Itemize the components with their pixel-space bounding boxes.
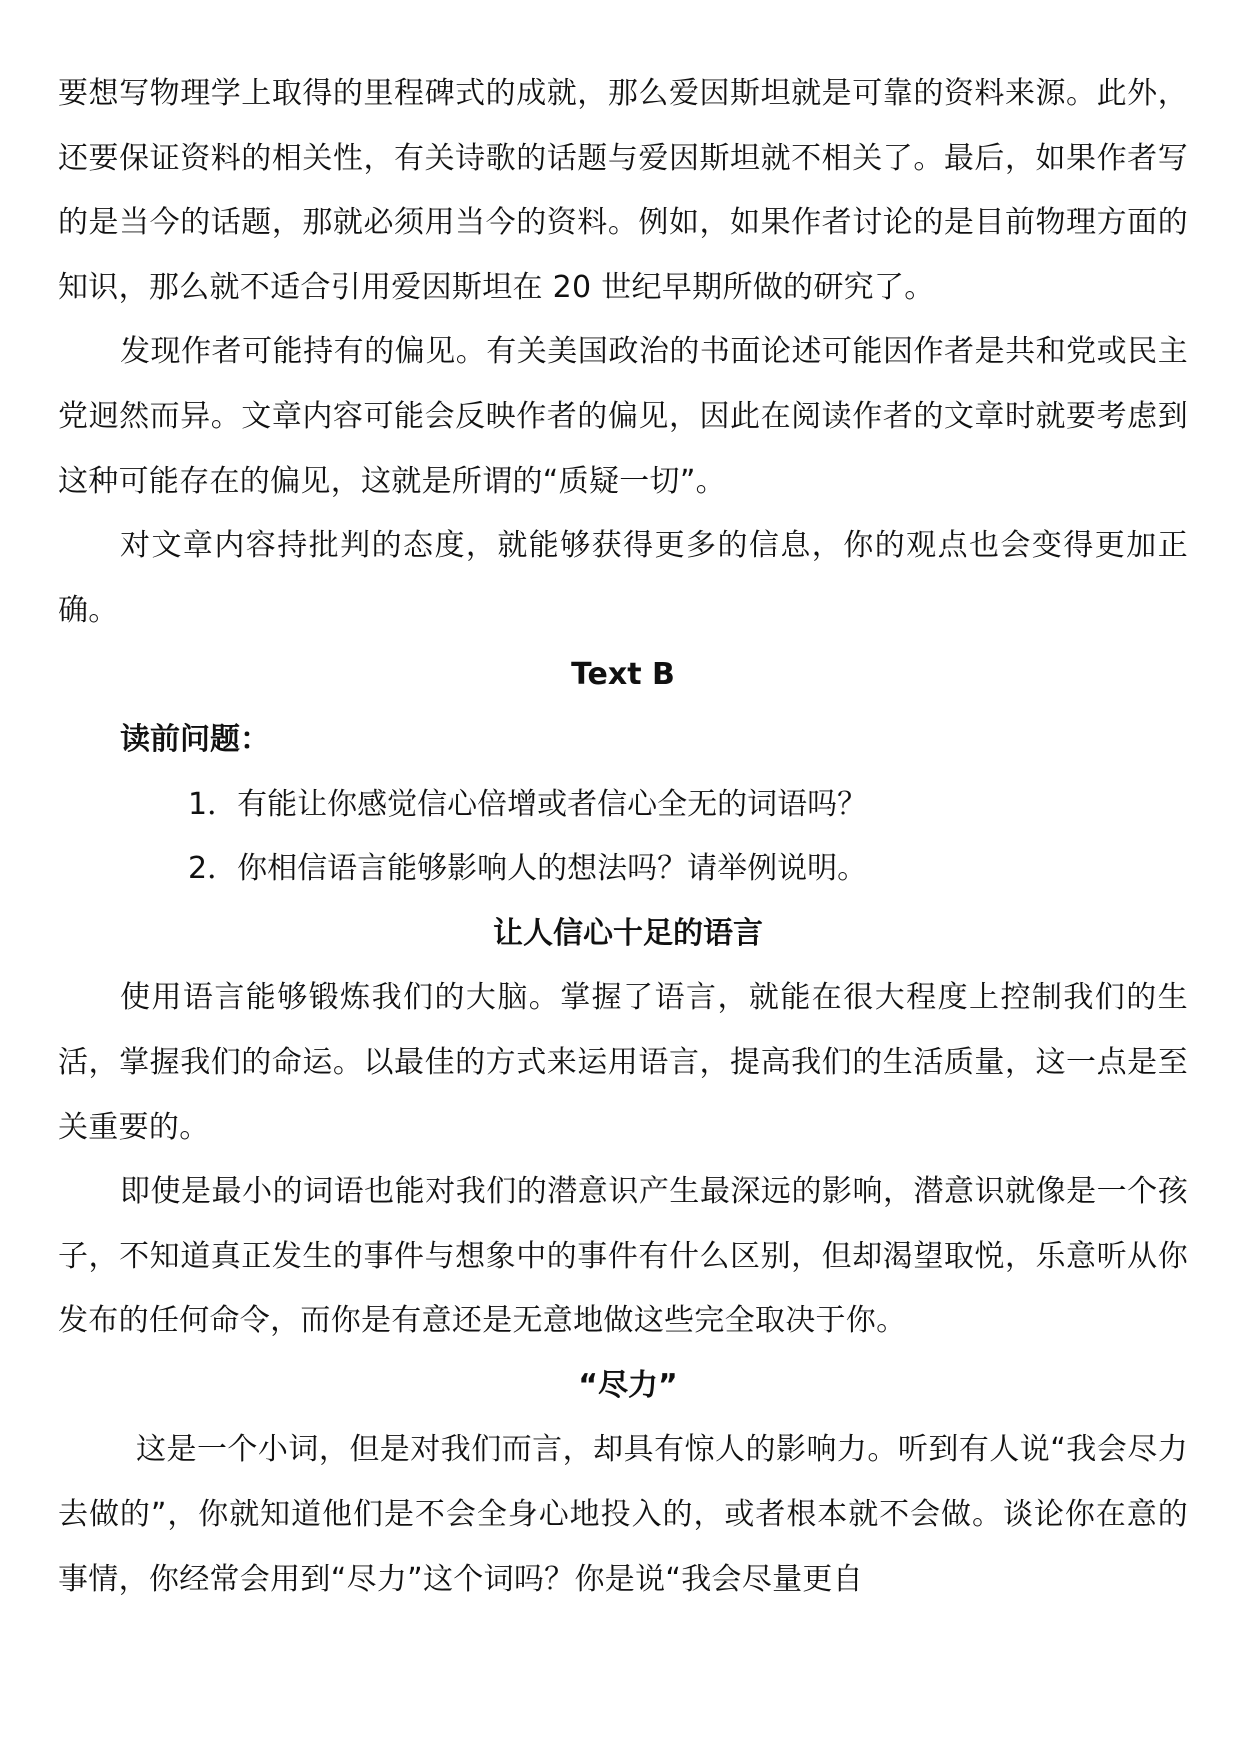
- prereading-label: 读前问题：: [120, 721, 270, 757]
- paragraph-bias: 发现作者可能持有的偏见。有关美国政治的书面论述可能因作者是共和党或民主党迥然而异。文章内容可能会反映作者的偏见，因此在阅读作者的文章时就要考虑到这种可能存在的偏见，这就是所谓的“质疑一切”。: [58, 334, 1188, 499]
- prereading-question-2: 2．你相信语言能够影响人的想法吗？请举例说明。: [188, 851, 868, 887]
- paragraph-try-word: 这是一个小词，但是对我们而言，却具有惊人的影响力。听到有人说“我会尽力去做的”，你就知道他们是不会全身心地投入的，或者根本就不会做。谈论你在意的事情，你经常会用到“尽力”这个词吗？你是说“我会尽量更自: [58, 1432, 1188, 1597]
- section-heading-text-b: Text B: [571, 657, 675, 693]
- paragraph-subconscious: 即使是最小的词语也能对我们的潜意识产生最深远的影响，潜意识就像是一个孩子，不知道真正发生的事件与想象中的事件有什么区别，但却渴望取悦，乐意听从你发布的任何命令，而你是有意还是无意地做这些完全取决于你。: [58, 1174, 1188, 1339]
- paragraph-critical: 对文章内容持批判的态度，就能够获得更多的信息，你的观点也会变得更加正确。: [58, 528, 1188, 628]
- paragraph-sources: 要想写物理学上取得的里程碑式的成就，那么爱因斯坦就是可靠的资料来源。此外，还要保证资料的相关性，有关诗歌的话题与爱因斯坦就不相关了。最后，如果作者写的是当今的话题，那就必须用当今的资料。例如，如果作者讨论的是目前物理方面的知识，那么就不适合引用爱因斯坦在 20 世纪早期所做的研究了。: [58, 76, 1188, 305]
- document-body: [58, 62, 1188, 1612]
- paragraph-language-brain: 使用语言能够锻炼我们的大脑。掌握了语言，就能在很大程度上控制我们的生活，掌握我们的命运。以最佳的方式来运用语言，提高我们的生活质量，这一点是至关重要的。: [58, 980, 1188, 1145]
- article-title: 让人信心十足的语言: [493, 915, 763, 951]
- prereading-question-1: 1．有能让你感觉信心倍增或者信心全无的词语吗？: [188, 786, 868, 822]
- subheading-try: “尽力”: [578, 1367, 678, 1403]
